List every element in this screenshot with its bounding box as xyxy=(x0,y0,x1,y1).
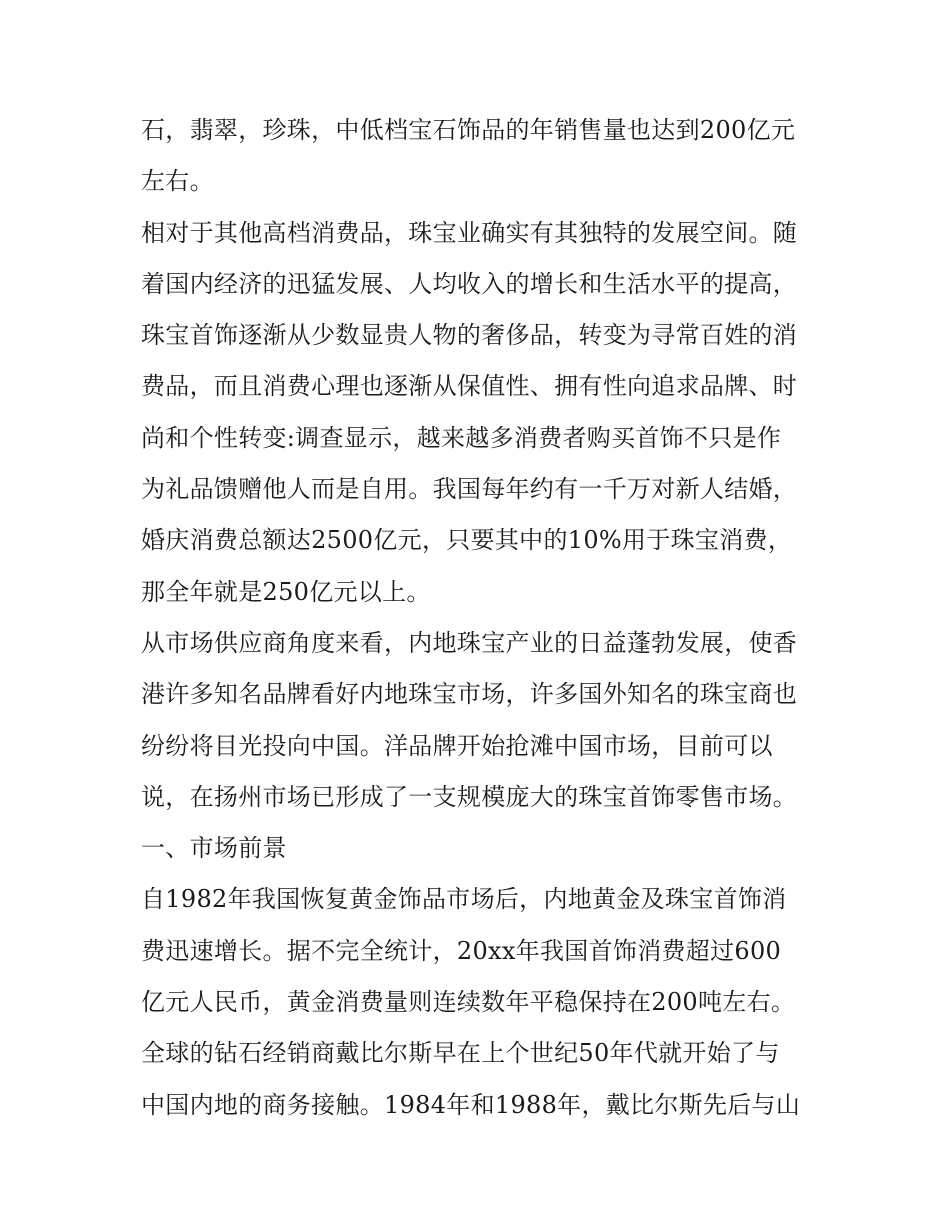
text-line: 石，翡翠，珍珠，中低档宝石饰品的年销售量也达到200亿元 xyxy=(141,116,796,144)
text-line: 尚和个性转变:调查显示，越来越多消费者购买首饰不只是作 xyxy=(141,423,782,452)
text-line: 全球的钻石经销商戴比尔斯早在上个世纪50年代就开始了与 xyxy=(141,1039,780,1068)
text-line: 费品，而且消费心理也逐渐从保值性、拥有性向追求品牌、时 xyxy=(141,372,798,401)
text-line: 港许多知名品牌看好内地珠宝市场，许多国外知名的珠宝商也 xyxy=(141,680,798,709)
text-line: 那全年就是250亿元以上。 xyxy=(141,577,431,606)
text-line: 相对于其他高档消费品，珠宝业确实有其独特的发展空间。随 xyxy=(141,218,798,247)
document-body xyxy=(141,105,821,1131)
section-heading: 一、市场前景 xyxy=(141,834,287,863)
text-line: 纷纷将目光投向中国。洋品牌开始抢滩中国市场，目前可以 xyxy=(141,731,773,760)
text-line: 着国内经济的迅猛发展、人均收入的增长和生活水平的提高， xyxy=(141,269,798,298)
text-line: 费迅速增长。据不完全统计，20xx年我国首饰消费超过600 xyxy=(141,936,782,965)
text-line: 为礼品馈赠他人而是自用。我国每年约有一千万对新人结婚， xyxy=(141,475,798,504)
text-line: 中国内地的商务接触。1984年和1988年，戴比尔斯先后与山 xyxy=(141,1090,801,1119)
text-line: 从市场供应商角度来看，内地珠宝产业的日益蓬勃发展，使香 xyxy=(141,628,798,657)
text-line: 自1982年我国恢复黄金饰品市场后，内地黄金及珠宝首饰消 xyxy=(141,885,787,914)
text-line: 婚庆消费总额达2500亿元，只要其中的10%用于珠宝消费， xyxy=(141,526,793,555)
text-line: 亿元人民币，黄金消费量则连续数年平稳保持在200吨左右。 xyxy=(141,988,796,1017)
text-line: 珠宝首饰逐渐从少数显贵人物的奢侈品，转变为寻常百姓的消 xyxy=(141,321,798,350)
text-line: 左右。 xyxy=(141,167,214,196)
text-line: 说，在扬州市场已形成了一支规模庞大的珠宝首饰零售市场。 xyxy=(141,782,798,811)
